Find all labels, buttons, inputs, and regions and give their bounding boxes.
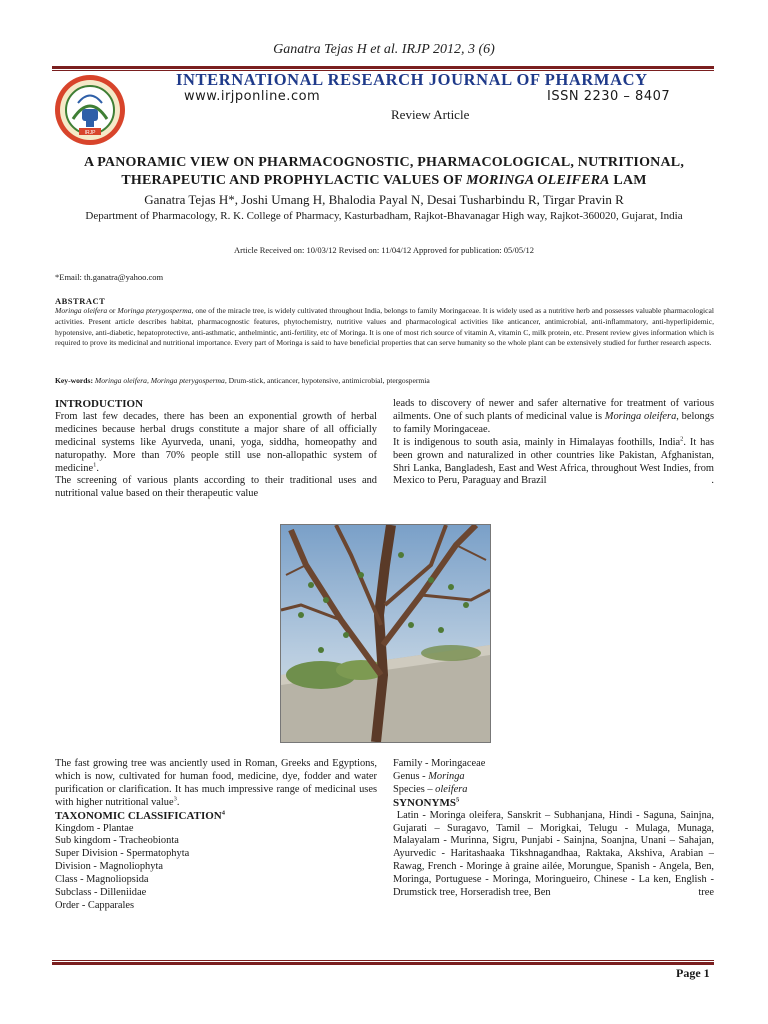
bottom-rule xyxy=(52,960,714,965)
journal-name: INTERNATIONAL RESEARCH JOURNAL OF PHARMACY xyxy=(176,70,648,89)
running-head: Ganatra Tejas H et al. IRJP 2012, 3 (6) xyxy=(273,42,495,57)
journal-logo xyxy=(53,73,127,147)
taxonomy-division: Division - Magnoliophyta xyxy=(55,861,163,873)
intro-right-paragraph-2: It is indigenous to south asia, mainly in Himalayas foothills, India$^2$. It has been grown and naturalized in other countries like Pakistan, Afghanistan, Shri Lanka, Bangladesh, East and West Africa, throughout West Indies, from Mexico to Peru, Paraguay and Brazil . xyxy=(393,435,714,487)
taxonomy-species: Species – oleifera xyxy=(393,783,468,795)
affiliation: Department of Pharmacology, R. K. College of Pharmacy, Kasturbadham, Rajkot-Bhavanagar High way, Rajkot-360020, Gujarat, India xyxy=(85,210,683,222)
title-line-1: A PANORAMIC VIEW ON PHARMACOGNOSTIC, PHARMACOLOGICAL, NUTRITIONAL, xyxy=(83,155,685,170)
introduction-right-column xyxy=(393,398,714,488)
intro-right-paragraph-1: leads to discovery of newer and safer alternative for treatment of various ailments. One of such plants of medicinal value is Moringa oleifera, belongs to family Moringaceae. xyxy=(393,398,714,435)
keywords: Key-words: Moringa oleifera, Moringa pterygosperma, Drum-stick, anticancer, hypotensive, antimicrobial, ptergospermia xyxy=(55,376,430,385)
abstract-heading: ABSTRACT xyxy=(55,296,106,306)
synonyms-heading: SYNONYMS$^5$ xyxy=(393,796,460,809)
taxonomy-genus: Genus - Moringa xyxy=(393,770,465,782)
taxonomy-kingdom: Kingdom - Plantae xyxy=(55,822,134,834)
taxonomy-subclass: Subclass - Dilleniidae xyxy=(55,887,147,899)
synonyms-text: Latin - Moringa oleifera, Sanskrit – Subhanjana, Hindi - Saguna, Sainjna, Gujarati – Suragavo, Tamil – Morigkai, Telugu - Mulaga, Munaga, Malayalam - Murinna, Sigru, Punjabi - Sainjna, Soanjna, Unani – Sahajan, Ayurvedic - Haritashaaka Tikshnagandhaa, Raktaka, Akshiva, Arabian – Rawag, French - Moringe à graine ailée, Morungue, Spanish - Angela, Ben, Moringa, Portuguese - Moringa, Moringueiro, Chinese - La ken, English - Drumstick tree, Horseradish tree, Ben tree xyxy=(393,809,714,899)
corresponding-email[interactable]: *Email: th.ganatra@yahoo.com xyxy=(55,272,164,282)
lower-right-column xyxy=(393,758,714,900)
authors: Ganatra Tejas H*, Joshi Umang H, Bhalodia Payal N, Desai Tusharbindu R, Tirgar Pravin R xyxy=(144,192,624,207)
moringa-tree-photo xyxy=(280,524,491,743)
lower-left-column xyxy=(55,758,377,913)
journal-website[interactable]: www.irjponline.com xyxy=(184,89,321,104)
taxonomy-heading: TAXONOMIC CLASSIFICATION$^4$ xyxy=(55,808,226,822)
taxonomy-superdivision: Super Division - Spermatophyta xyxy=(55,848,190,860)
introduction-heading: INTRODUCTION xyxy=(55,398,144,410)
taxonomy-class: Class - Magnoliopsida xyxy=(55,874,149,886)
logo-text: IRJP xyxy=(84,130,96,136)
intro-paragraph-1: From last few decades, there has been an exponential growth of herbal medicines because herbal drugs constitute a major share of all officially medicinal systems like Ayurveda, unani, yoga, siddha, homeopathy and naturopathy. More than 70% people still use non-allopathic system of medicine$^1$. xyxy=(55,410,377,474)
history-paragraph: The fast growing tree was anciently used in Roman, Greeks and Egyptions, which is now, cultivated for human food, medicine, dye, fodder and water purification or clarification. It has much impressive range of medicinal uses with higher nutritional value$^3$. xyxy=(55,758,377,808)
issn: ISSN 2230 – 8407 xyxy=(547,89,671,104)
intro-paragraph-2: The screening of various plants according to their traditional uses and nutritional value based on their therapeutic value xyxy=(55,475,377,500)
title-line-2: THERAPEUTIC AND PROPHYLACTIC VALUES OF MORINGA OLEIFERA LAM xyxy=(121,173,647,188)
abstract-body: Moringa oleifera or Moringa pterygosperma, one of the miracle tree, is widely cultivated throughout India, belongs to family Moringaceae. It is widely used as a nutritive herb and possesses valuable pharmacological activities. Present article describes habitat, pharmacognostic features, phytochemistry, nutritive values and pharmacological activities like anticancer, antimicrobial, anti-inflammatory, anti-hyperlipidemic, hypotensive, anti-diabetic, hepatoprotective, anti-asthmatic, anthelmintic, anti-fertility, etc of Moringa. It is one of most rich source of vitamin A, vitamin C, milk protein, etc. Present review gives information which is required to prove its medicinal and nutritional importance. Every part of Moringa is said to have beneficial properties that can serve humanity so the whole plant can be extensively studied for further research aspects. xyxy=(55,306,714,348)
article-type: Review Article xyxy=(391,107,470,122)
article-title xyxy=(40,154,728,190)
taxonomy-subkingdom: Sub kingdom - Tracheobionta xyxy=(55,835,179,847)
page-number: Page 1 xyxy=(676,966,710,980)
taxonomy-family: Family - Moringaceae xyxy=(393,758,486,769)
taxonomy-order: Order - Capparales xyxy=(55,899,135,911)
introduction-left-column xyxy=(55,398,377,501)
article-dates: Article Received on: 10/03/12 Revised on: 11/04/12 Approved for publication: 05/05/12 xyxy=(234,245,534,255)
